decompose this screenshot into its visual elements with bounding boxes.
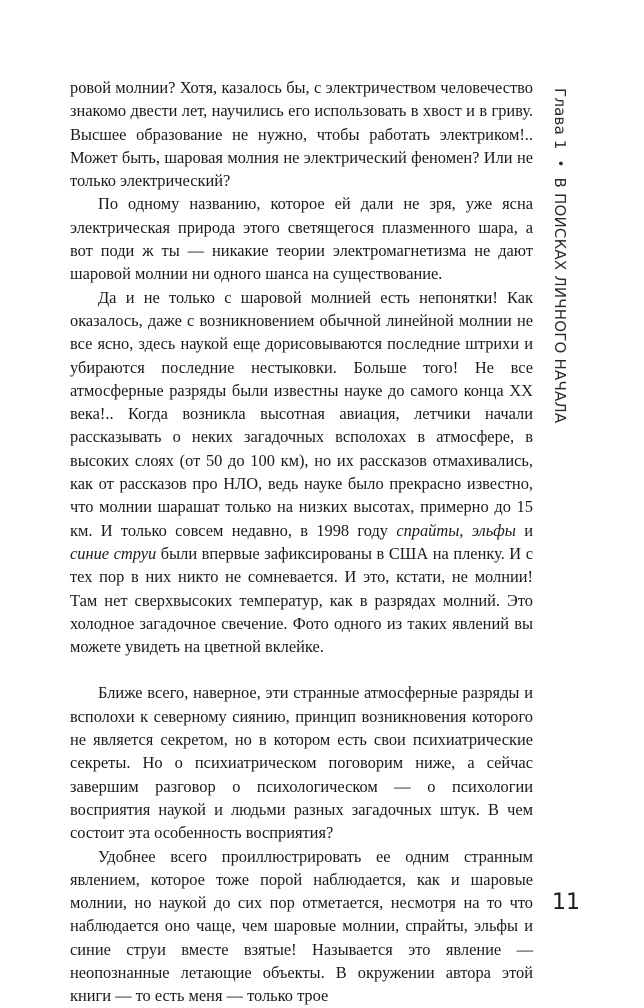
paragraph-3-text-a: Да и не только с шаровой молнией есть непонятки! Как оказалось, даже с возникновением обычной линейной молнии не все ясно, здесь наукой еще дорисовываются последние штрихи и убираются последние нестыковки. Больше того! Не все атмосферные разряды были известны науке до самого конца XX века!.. Когда возникла высотная авиация, летчики начали рассказывать о неких загадочных всполохах в атмосфере, в высоких слоях (от 50 до 100 км), но их рассказов отмахивались, как от рассказов про НЛО, ведь науке было прекрасно известно, что молнии шарашат только на низких высотах, примерно до 15 км. И только совсем недавно, в 1998 году (70, 287, 533, 540)
paragraph-5: Удобнее всего проиллюстрировать ее одним странным явлением, которое тоже порой наблюдается, как и шаровые молнии, но наукой до сих пор отметается, несмотря на то что наблюдается оно чаще, чем шаровые молнии, спрайты, эльфы и синие струи вместе взятые! Называется это явление — неопознанные летающие объекты. В окружении автора этой книги — то есть меня — только трое (70, 846, 533, 1006)
paragraph-4: Ближе всего, наверное, эти странные атмосферные разряды и всполохи к северному сиянию, принцип возникновения которого не является секретом, но в котором есть свои психиатрические секреты. Но о психиатрическом поговорим ниже, а сейчас завершим разговор о психологическом — о психологии восприятия наукой и людьми разных загадочных штук. В чем состоит эта особенность восприятия? (70, 683, 533, 843)
section-title: В ПОИСКАХ ЛИЧНОГО НАЧАЛА (551, 177, 569, 424)
paragraph-3-italic-blue-jets: синие струи (70, 543, 157, 563)
page-number: 11 (552, 890, 580, 915)
paragraph-3-conjunction: и (515, 520, 533, 540)
body-text (70, 76, 533, 1008)
chapter-label: Глава 1 (551, 88, 569, 150)
paragraph-1: ровой молнии? Хотя, казалось бы, с электричеством человечество знакомо двести лет, научились его использовать в хвост и в гриву. Высшее образование не нужно, чтобы работать электриком!.. Может быть, шаровая молния не электрический феномен? Или не только электрический? (70, 78, 533, 191)
paragraph-2: По одному названию, которое ей дали не зря, уже ясна электрическая природа этого светящегося плазменного шара, а вот поди ж ты — никакие теории электромагнетизма не дают шаровой молнии ни одного шанса на существование. (70, 194, 533, 284)
bullet-separator: • (552, 159, 568, 168)
paragraph-3-text-b: были впервые зафиксированы в США на пленку. И с тех пор в них никто не сомневается. И это, кстати, не молнии! Там нет сверхвысоких температур, как в разрядах молний. Это холодное загадочное свечение. Фото одного из таких явлений вы можете увидеть на цветной вклейке. (70, 543, 533, 657)
paragraph-3 (70, 286, 533, 659)
paragraph-3-italic-sprites-elves: спрайты, эльфы (396, 520, 516, 540)
running-head (549, 88, 571, 548)
